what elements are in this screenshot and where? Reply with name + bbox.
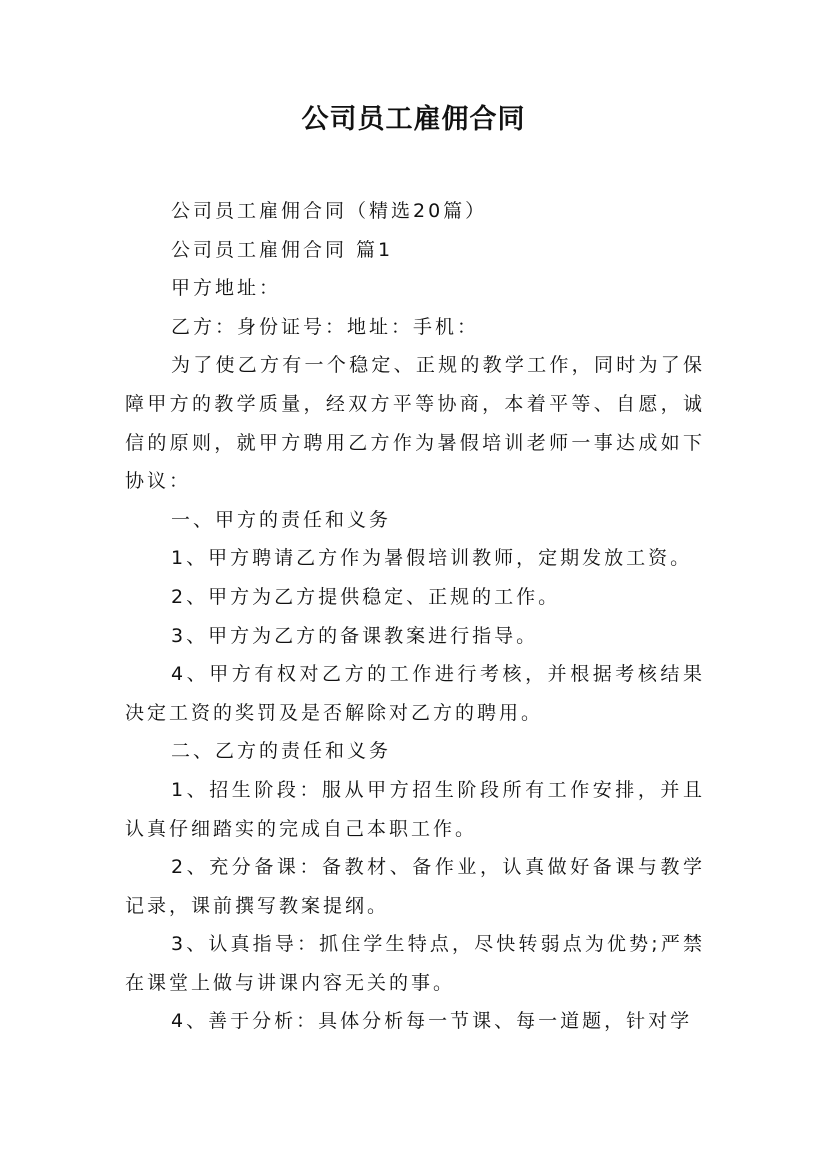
paragraph-party-b-info: 乙方：身份证号：地址：手机： (171, 315, 480, 338)
document-title: 公司员工雇佣合同 (301, 104, 526, 135)
clause-a-4: 4、甲方有权对乙方的工作进行考核，并根据考核结果决定工资的奖罚及是否解除对乙方的聘用。 (125, 663, 705, 724)
clause-b-4: 4、善于分析：具体分析每一节课、每一道题，针对学 (171, 1010, 693, 1033)
clause-a-3: 3、甲方为乙方的备课教案进行指导。 (171, 624, 539, 647)
section-heading-party-b: 二、乙方的责任和义务 (171, 740, 392, 763)
clause-a-1: 1、甲方聘请乙方作为暑假培训教师，定期发放工资。 (171, 547, 693, 570)
paragraph-subtitle: 公司员工雇佣合同（精选20篇） (171, 200, 488, 222)
clause-a-2: 2、甲方为乙方提供稳定、正规的工作。 (171, 585, 561, 608)
clause-b-2: 2、充分备课：备教材、备作业，认真做好备课与教学记录，课前撰写教案提纲。 (125, 856, 705, 917)
clause-b-3: 3、认真指导：抓住学生特点，尽快转弱点为优势;严禁在课堂上做与讲课内容无关的事。 (125, 933, 705, 994)
paragraph-preamble: 为了使乙方有一个稳定、正规的教学工作，同时为了保障甲方的教学质量，经双方平等协商，本着平等、自愿，诚信的原则，就甲方聘用乙方作为暑假培训老师一事达成如下协议： (125, 354, 705, 493)
clause-b-1: 1、招生阶段：服从甲方招生阶段所有工作安排，并且认真仔细踏实的完成自己本职工作。 (125, 778, 705, 840)
paragraph-article-heading: 公司员工雇佣合同 篇1 (171, 238, 394, 261)
section-heading-party-a: 一、甲方的责任和义务 (171, 508, 392, 531)
paragraph-party-a-address: 甲方地址： (171, 277, 282, 300)
document-body (125, 192, 705, 1041)
